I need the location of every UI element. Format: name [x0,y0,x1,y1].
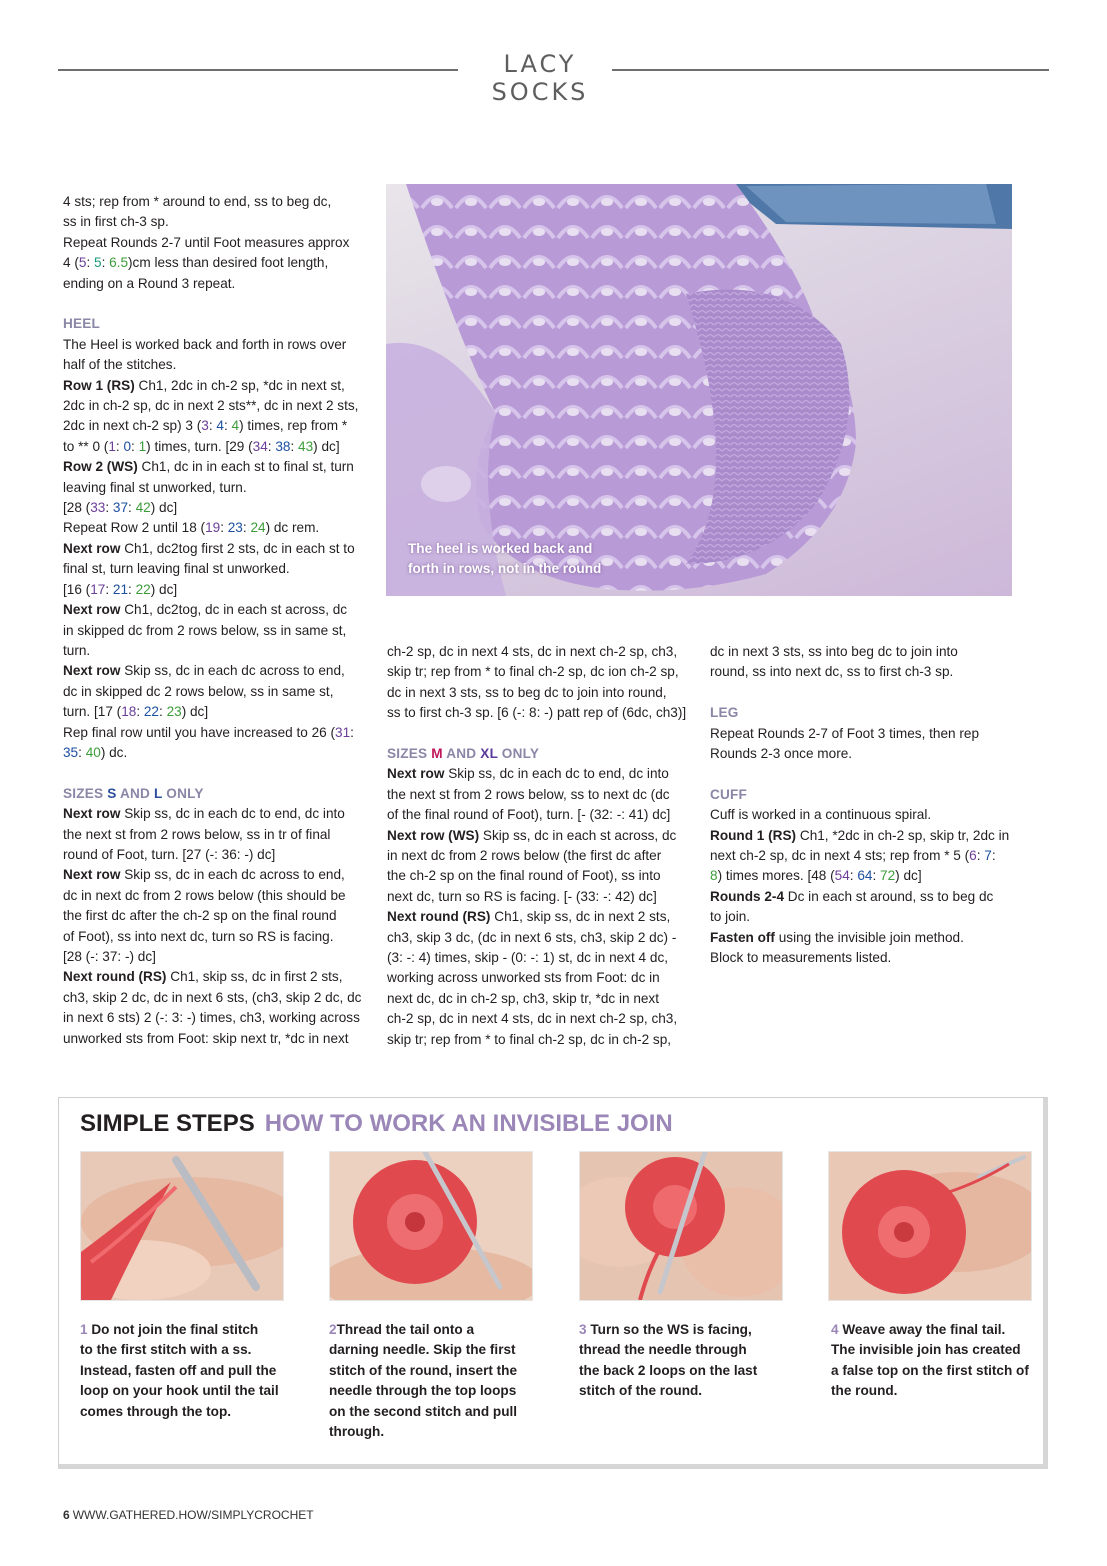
page-number: 6 [63,1508,70,1522]
step-line: the back 2 loops on the last [579,1362,758,1378]
step-1-text [80,1320,285,1422]
simple-steps-box [58,1097,1048,1469]
header-rule-left [58,69,458,71]
sock-photo [386,184,1012,596]
step-line: loop on your hook until the tail [80,1383,279,1399]
text-line: the next st from 2 rows below, ss to next dc (dc [387,786,670,802]
text-line: [28 (-: 37: -) dc] [63,949,156,964]
step-1-image [80,1151,284,1301]
row-instruction: Row 1 (RS) Ch1, 2dc in ch-2 sp, *dc in next st, [63,377,345,393]
text-line: (3: -: 4) times, skip - (0: -: 1) st, dc in next 4 dc, [387,950,669,966]
text-line: the first dc after the ch-2 sp on the final round [63,908,337,924]
text-line: 4 (5: 5: 6.5)cm less than desired foot length, [63,255,329,271]
sock-illustration [386,184,1012,596]
text-line: dc in next 3 sts, ss into beg dc to join into [710,644,958,659]
text-line: unworked sts from Foot: skip next tr, *dc in next [63,1030,349,1046]
column-1 [63,192,373,1049]
step-line: stitch of the round. [579,1383,703,1399]
text-line: working across unworked sts from Foot: dc in [387,970,660,986]
step-line: a false top on the first stitch of [831,1362,1029,1378]
text-line: ch3, skip 3 dc, (dc in next 6 sts, ch3, skip 2 dc) - [387,929,677,945]
text-line: ch-2 sp, dc in next 4 sts, dc in next ch-2 sp, ch3, [387,644,678,659]
step-2-image [329,1151,533,1301]
text-line: of Foot), ss into next dc, turn so RS is facing. [63,928,334,944]
page-footer [63,1508,314,1522]
text-line: next ch-2 sp, dc in next 4 sts; rep from * 5 (6: 7: [710,848,996,864]
text-line: Rounds 2-3 once more. [710,746,853,762]
text-line: The Heel is worked back and forth in rows over [63,336,347,352]
text-line: 4 sts; rep from * around to end, ss to beg dc, [63,194,332,209]
text-line: Repeat Rounds 2-7 until Foot measures approx [63,234,350,250]
section-title-leg: LEG [710,705,739,721]
step-3-text [579,1320,784,1402]
text-line: ch3, skip 2 dc, dc in next 6 sts, (ch3, skip 2 dc, dc [63,989,362,1005]
step-line: 1 Do not join the final stitch [80,1322,259,1337]
row-instruction: Next row Ch1, dc2tog first 2 sts, dc in each st to [63,540,355,556]
row-instruction: Next row (WS) Skip ss, dc in each st across, dc [387,827,677,843]
section-title-sizes-m-xl: SIZES M AND XL ONLY [387,746,540,762]
step-line: stitch of the round, insert the [329,1362,518,1378]
row-instruction: Next row Skip ss, dc in each dc across to end, [63,663,345,679]
step-line: The invisible join has created [831,1342,1021,1358]
text-line: skip tr; rep from * to final ch-2 sp, dc ion ch-2 sp, [387,664,679,680]
text-line: in next 6 sts) 2 (-: 3: -) times, ch3, working across [63,1010,360,1026]
step-3-image [579,1151,783,1301]
row-instruction: Fasten off using the invisible join method. [710,929,964,945]
step-line: Instead, fasten off and pull the [80,1362,277,1378]
step-4-image [828,1151,1032,1301]
text-line: ss to first ch-3 sp. [6 (-: 8: -) patt rep of (6dc, ch3)] [387,705,687,721]
step-line: the round. [831,1383,898,1399]
text-line: in next dc from 2 rows below (the first dc after [387,848,662,864]
photo-caption: The heel is worked back and forth in rows, not in the round [408,541,602,577]
text-line: half of the stitches. [63,357,177,373]
simple-steps-title: SIMPLE STEPS HOW TO WORK AN INVISIBLE JOIN [80,1110,673,1137]
text-line: next dc, dc in ch-2 sp, ch3, skip tr, *dc in next [387,990,660,1006]
column-3 [710,642,1030,968]
step-line: on the second stitch and pull [329,1403,518,1419]
step-line: thread the needle through [579,1342,747,1358]
text-line: round of Foot, turn. [27 (-: 36: -) dc] [63,846,276,862]
row-instruction: Next round (RS) Ch1, skip ss, dc in first 2 sts, [63,969,343,985]
text-line: dc in next 3 sts, ss to beg dc to join into round, [387,684,667,700]
row-instruction: Row 2 (WS) Ch1, dc in in each st to final st, turn [63,459,354,475]
text-line: the ch-2 sp on the final round of Foot), ss into [387,868,661,884]
text-line: Rep final row until you have increased to 26 (31: [63,724,354,740]
text-line: next dc, turn so RS is facing. [- (33: -: 42) dc] [387,888,657,904]
text-line: 2dc in next ch-2 sp) 3 (3: 4: 4) times, rep from * [63,418,348,434]
row-instruction: Next row Ch1, dc2tog, dc in each st across, dc [63,602,348,618]
text-line: to ** 0 (1: 0: 1) times, turn. [29 (34: 38: 43) dc] [63,438,340,454]
step-line: comes through the top. [80,1403,232,1419]
text-line: final st, turn leaving final st unworked. [63,561,290,577]
step-line: through. [329,1424,385,1440]
row-instruction: Next row Skip ss, dc in each dc to end, dc into [63,806,345,822]
text-line: Repeat Rounds 2-7 of Foot 3 times, then rep [710,725,980,741]
row-instruction: Rounds 2-4 Dc in each st around, ss to beg dc [710,888,994,904]
step-line: darning needle. Skip the first [329,1342,516,1358]
step-2-text [329,1320,534,1442]
text-line: [16 (17: 21: 22) dc] [63,581,178,597]
step-line: 4 Weave away the final tail. [831,1322,1006,1337]
text-line: [28 (33: 37: 42) dc] [63,500,178,516]
row-instruction: Next row Skip ss, dc in each dc to end, dc into [387,766,669,782]
text-line: Block to measurements listed. [710,950,892,966]
text-line: turn. [63,642,91,658]
section-title-sizes-s-l: SIZES S AND L ONLY [63,785,204,801]
text-line: to join. [710,909,751,925]
row-instruction: Next round (RS) Ch1, skip ss, dc in next 2 sts, [387,909,671,925]
step-line: needle through the top loops [329,1383,517,1399]
page-title: LACY SOCKS [491,50,589,106]
text-line: 8) times mores. [48 (54: 64: 72) dc] [710,868,922,884]
step-line: 3 Turn so the WS is facing, [579,1322,752,1337]
row-instruction: Next row Skip ss, dc in each dc across to end, [63,867,345,883]
section-title-heel: HEEL [63,316,101,332]
step-line: to the first stitch with a ss. [80,1342,252,1358]
column-2 [387,642,699,1050]
text-line: leaving final st unworked, turn. [63,479,247,495]
text-line: dc in next dc from 2 rows below (this should be [63,887,346,903]
text-line: 35: 40) dc. [63,744,128,760]
header-rule-right [612,69,1049,71]
text-line: in skipped dc from 2 rows below, ss in same st, [63,622,347,638]
text-line: ending on a Round 3 repeat. [63,275,236,291]
text-line: the next st from 2 rows below, ss in tr of final [63,826,331,842]
text-line: turn. [17 (18: 22: 23) dc] [63,704,209,720]
text-line: Cuff is worked in a continuous spiral. [710,807,932,823]
text-line: ch-2 sp, dc in next 4 sts, dc in next ch-2 sp, ch3, [387,1011,678,1027]
row-instruction: Round 1 (RS) Ch1, *2dc in ch-2 sp, skip tr, 2dc in [710,827,1010,843]
step-4-text [831,1320,1036,1402]
section-title-cuff: CUFF [710,786,748,802]
text-line: 2dc in ch-2 sp, dc in next 2 sts**, dc in next 2 sts, [63,398,359,414]
text-line: skip tr; rep from * to final ch-2 sp, dc in ch-2 sp, [387,1031,672,1047]
text-line: Repeat Row 2 until 18 (19: 23: 24) dc rem. [63,520,320,536]
text-line: ss in first ch-3 sp. [63,214,169,230]
text-line: of the final round of Foot), turn. [- (32: -: 41) dc] [387,807,671,823]
text-line: dc in skipped dc 2 rows below, ss in same st, [63,683,334,699]
step-line: 2Thread the tail onto a [329,1322,475,1337]
footer-url[interactable]: WWW.GATHERED.HOW/SIMPLYCROCHET [72,1508,314,1522]
text-line: round, ss into next dc, ss to first ch-3 sp. [710,664,954,680]
